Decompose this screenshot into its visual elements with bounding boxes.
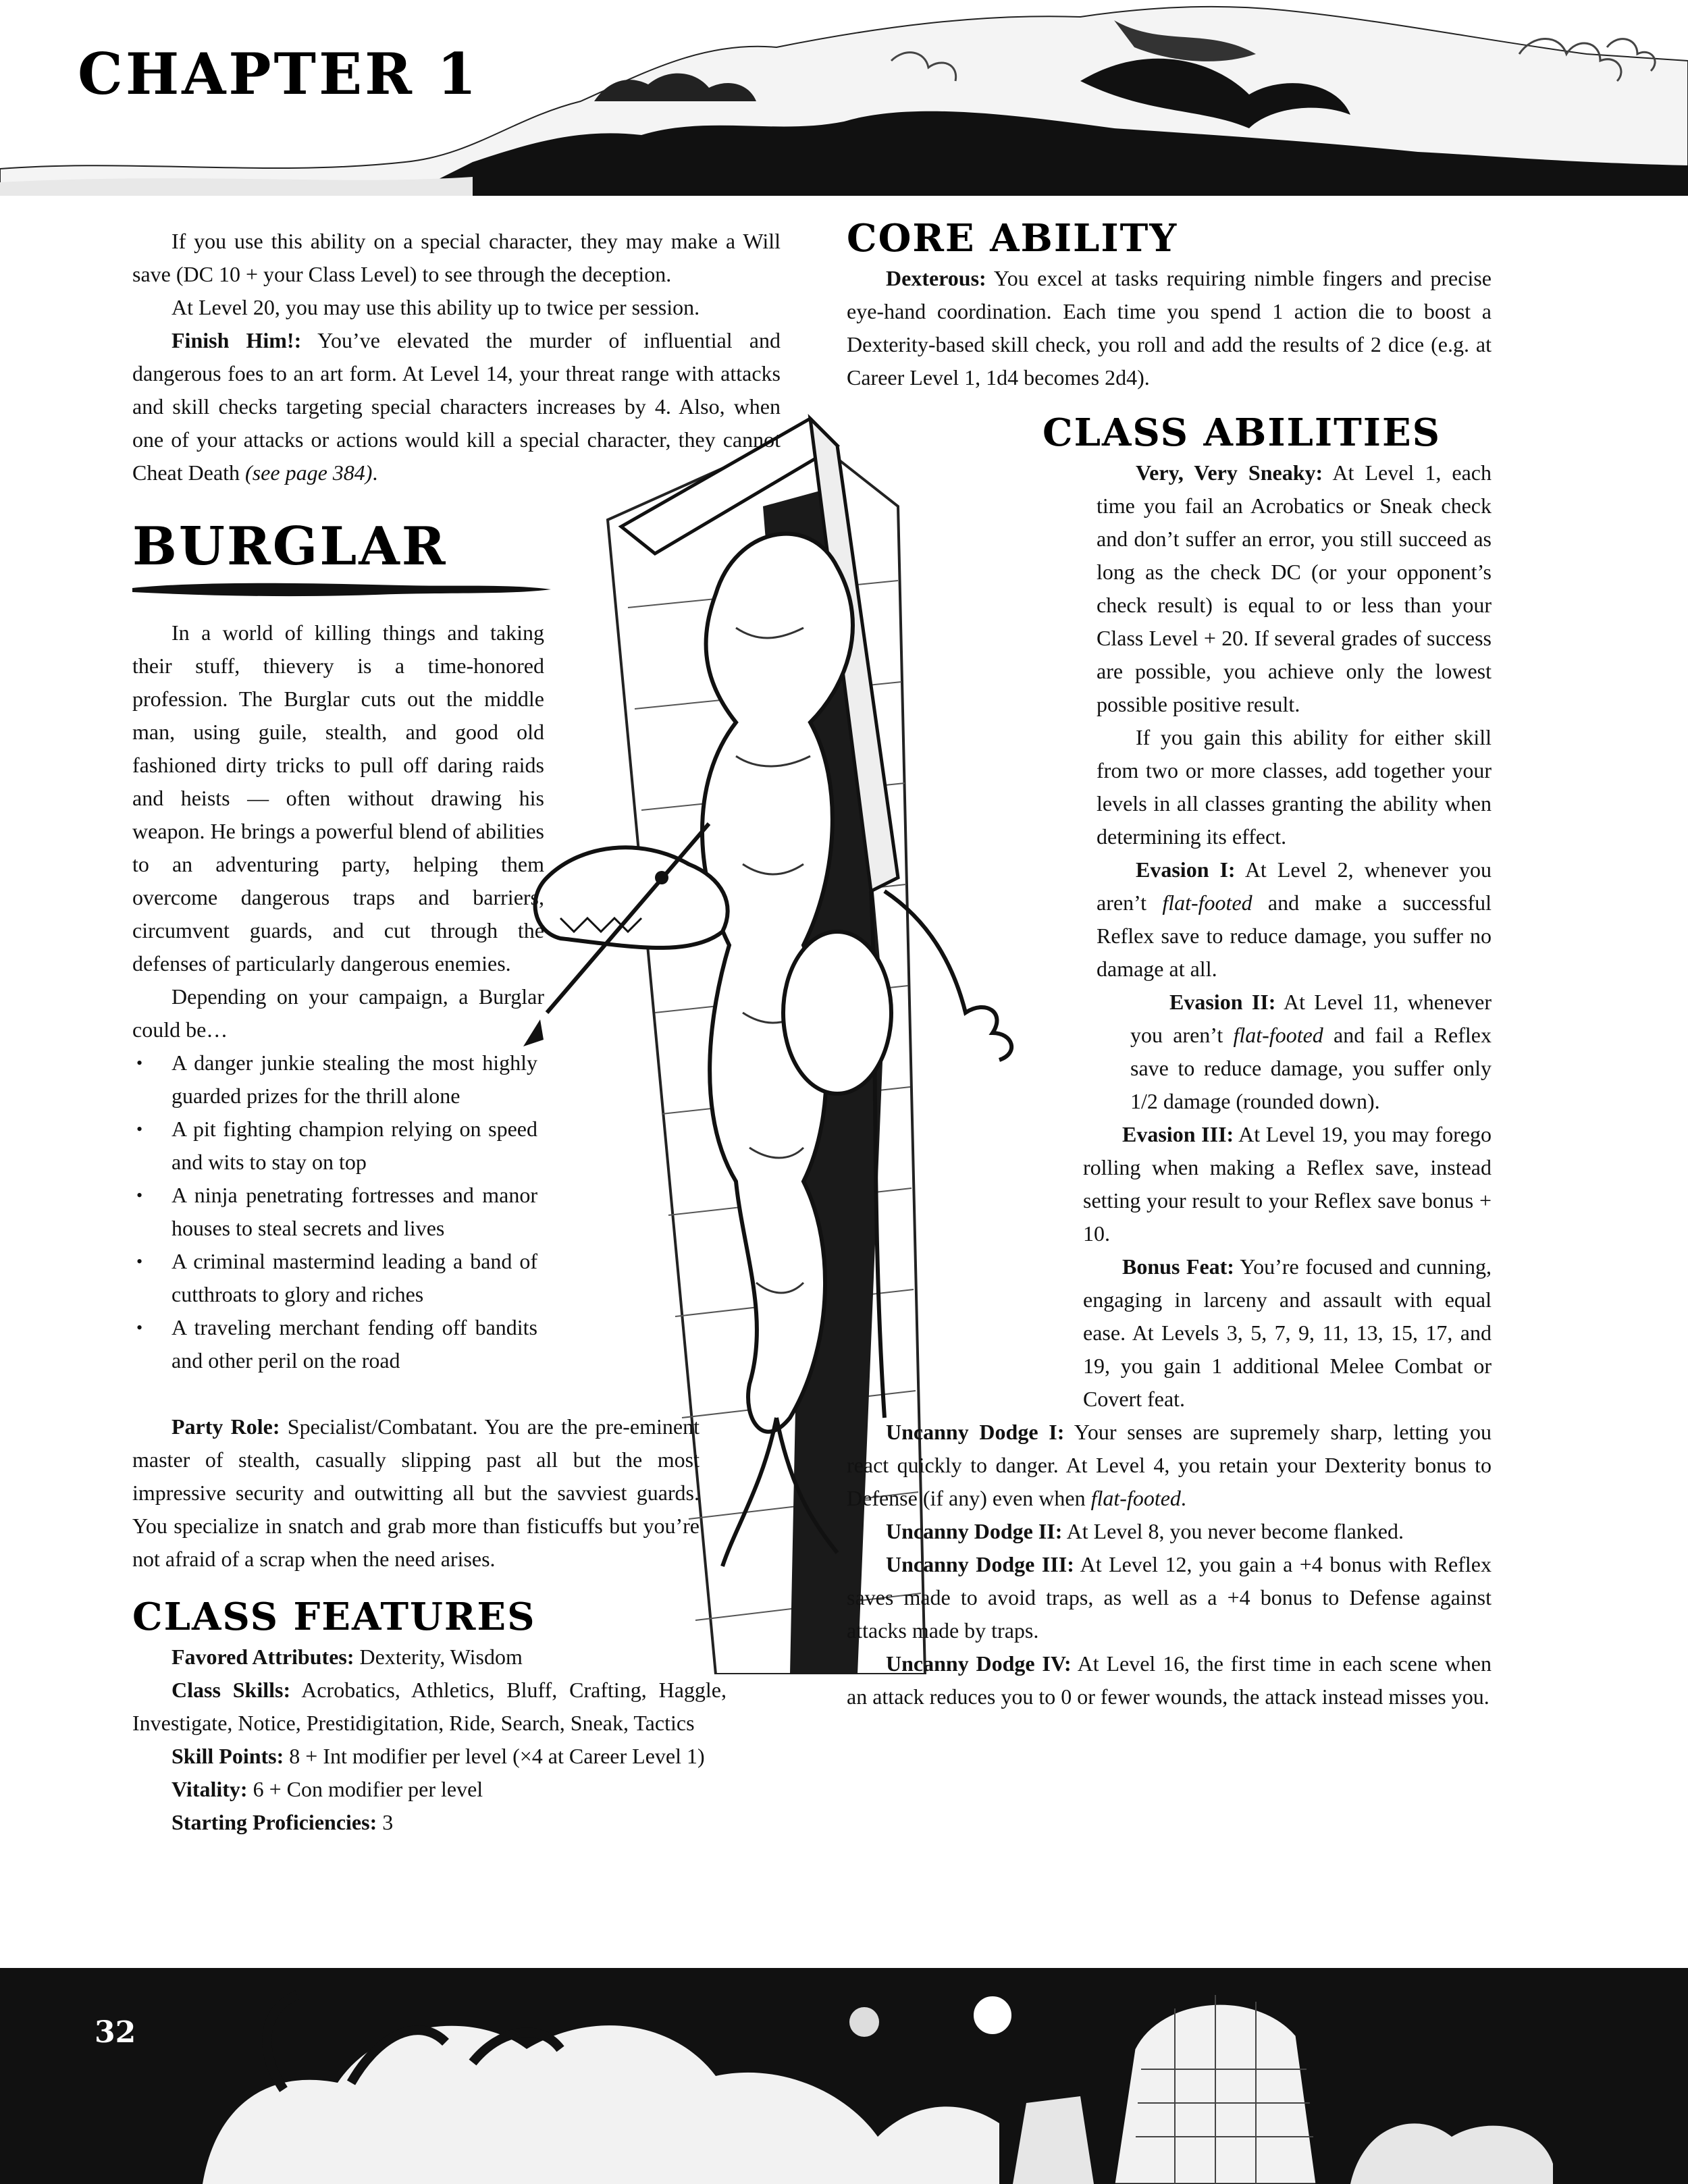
dexterous-label: Dexterous: xyxy=(886,266,986,290)
party-role-paragraph xyxy=(132,1410,700,1576)
ability-label: Uncanny Dodge IV: xyxy=(886,1651,1072,1676)
ability-emphasis: flat-footed xyxy=(1162,890,1252,915)
finish-him-text: You’ve elevated the murder of influential and dangerous foes to an art form. At Level 14, your threat range with attacks and skill checks targeting special characters increases by 4. Also, when one of your attacks or actions would kill a special character, they cannot Cheat Death xyxy=(132,328,781,485)
feature-value: 6 + Con modifier per level xyxy=(247,1777,483,1801)
uncanny-dodge-2-paragraph xyxy=(847,1515,1492,1548)
class-features-heading: CLASS FEATURES xyxy=(132,1595,536,1639)
intro-paragraph: At Level 20, you may use this ability up to twice per session. xyxy=(172,295,700,319)
ability-label: Bonus Feat: xyxy=(1122,1254,1234,1279)
feature-vitality xyxy=(132,1773,727,1806)
page-reference: (see page 384) xyxy=(245,460,373,485)
ability-label: Very, Very Sneaky: xyxy=(1136,460,1323,485)
page-number: 32 xyxy=(95,2015,136,2050)
party-role-label: Party Role: xyxy=(172,1414,280,1439)
ability-label: Uncanny Dodge III: xyxy=(886,1552,1074,1576)
chapter-heading: CHAPTER 1 xyxy=(78,41,479,107)
bonus-feat-paragraph xyxy=(1083,1250,1492,1416)
evasion-1-paragraph xyxy=(1097,853,1492,986)
finish-him-label: Finish Him!: xyxy=(172,328,302,352)
ability-label: Evasion III: xyxy=(1122,1122,1234,1146)
ability-text: At Level 1, each time you fail an Acrobatics or Sneak check and don’t suffer an error, you still succeed as long as the check DC (or your opponent’s check result) is equal to or less than your Class Level + 20. If several grades of success are possible, you achieve only the lowest possible positive result. xyxy=(1097,460,1492,716)
feature-label: Class Skills: xyxy=(172,1678,291,1702)
ability-text: You’re focused and cunning, engaging in larceny and assault with equal ease. At Levels 3, 5, 7, 9, 11, 13, 15, 17, and 19, you gain 1 additional Melee Combat or Covert feat. xyxy=(1083,1254,1492,1411)
feature-label: Starting Proficiencies: xyxy=(172,1810,377,1834)
ability-text: At Level 2, whenever you aren’t xyxy=(1097,857,1492,915)
burglar-heading: BURGLAR xyxy=(132,516,448,577)
right-column xyxy=(847,215,1492,1713)
list-item: • A pit fighting champion relying on speed and wits to stay on top xyxy=(132,1113,537,1179)
ability-text: Your senses are supremely sharp, letting you react quickly to danger. At Level 4, you retain your Dexterity bonus to Defense (if any) even when xyxy=(847,1420,1492,1510)
evasion-3-paragraph xyxy=(1083,1118,1492,1250)
finish-him-end: . xyxy=(372,460,378,485)
very-sneaky-note: If you gain this ability for either skill from two or more classes, add together your levels in all classes granting the ability when determining its effect. xyxy=(1097,725,1492,849)
uncanny-dodge-1-paragraph xyxy=(847,1416,1492,1515)
campaign-intro: Depending on your campaign, a Burglar could be… xyxy=(132,984,544,1042)
ability-text: At Level 16, the first time in each scene when an attack reduces you to 0 or fewer wounds, the attack instead misses you. xyxy=(847,1651,1492,1709)
intro-paragraph: If you use this ability on a special character, they may make a Will save (DC 10 + your Class Level) to see through the deception. xyxy=(132,229,781,286)
evasion-2-paragraph xyxy=(1130,986,1492,1118)
feature-value: 8 + Int modifier per level (×4 at Career Level 1) xyxy=(284,1744,705,1768)
ability-text: . xyxy=(1180,1486,1186,1510)
uncanny-dodge-3-paragraph xyxy=(847,1548,1492,1647)
very-sneaky-paragraph xyxy=(1097,456,1492,721)
footer-battle-illustration xyxy=(0,1968,1688,2184)
feature-label: Vitality: xyxy=(172,1777,248,1801)
core-ability-heading: CORE ABILITY xyxy=(847,216,1178,261)
feature-label: Favored Attributes: xyxy=(172,1645,354,1669)
feature-skill-points xyxy=(132,1740,727,1773)
feature-value: 3 xyxy=(377,1810,394,1834)
feature-value: Dexterity, Wisdom xyxy=(354,1645,523,1669)
ability-label: Evasion I: xyxy=(1136,857,1236,882)
feature-class-skills xyxy=(132,1674,727,1740)
feature-label: Skill Points: xyxy=(172,1744,284,1768)
party-role-text: Specialist/Combatant. You are the pre-eminent master of stealth, casually slipping past all but the most impressive security and outwitting all but the savviest guards. You specialize in snatch and grab more than fisticuffs but you’re not afraid of a scrap when the need arises. xyxy=(132,1414,700,1571)
ability-text: At Level 11, whenever you aren’t xyxy=(1130,990,1492,1047)
ability-text: and fail a Reflex save to reduce damage, you suffer only 1/2 damage (rounded down). xyxy=(1130,1023,1492,1113)
finish-him-paragraph xyxy=(132,324,781,489)
list-item: • A criminal mastermind leading a band of cutthroats to glory and riches xyxy=(132,1245,537,1311)
list-item: • A danger junkie stealing the most highly guarded prizes for the thrill alone xyxy=(132,1046,537,1113)
uncanny-dodge-4-paragraph xyxy=(847,1647,1492,1713)
ability-label: Uncanny Dodge I: xyxy=(886,1420,1065,1444)
ability-text: At Level 8, you never become flanked. xyxy=(1062,1519,1404,1543)
ability-text: At Level 19, you may forego rolling when making a Reflex save, instead setting your result to your Reflex save bonus + 10. xyxy=(1083,1122,1492,1246)
dexterous-paragraph xyxy=(847,262,1492,394)
left-column xyxy=(132,225,781,1839)
burglar-intro-paragraph: In a world of killing things and taking their stuff, thievery is a time-honored profession. The Burglar cuts out the middle man, using guile, stealth, and good old fashioned dirty tricks to pull off daring raids and heists — often without drawing his weapon. He brings a powerful blend of abilities to an adventuring party, helping them overcome dangerous traps and barriers, circumvent guards, and cut through the defenses of particularly dangerous enemies. xyxy=(132,620,544,976)
list-item: • A traveling merchant fending off bandits and other peril on the road xyxy=(132,1311,537,1377)
ability-text: and make a successful Reflex save to reduce damage, you suffer no damage at all. xyxy=(1097,890,1492,981)
dexterous-text: You excel at tasks requiring nimble fingers and precise eye-hand coordination. Each time you spend 1 action die to boost a Dexterity-based skill check, you roll and add the results of 2 dice (e.g. at Career Level 1, 1d4 becomes 2d4). xyxy=(847,266,1492,390)
heading-brush-underline xyxy=(132,580,551,599)
ability-label: Uncanny Dodge II: xyxy=(886,1519,1063,1543)
ability-emphasis: flat-footed xyxy=(1233,1023,1323,1047)
feature-favored-attributes xyxy=(132,1641,727,1674)
ability-emphasis: flat-footed xyxy=(1090,1486,1181,1510)
ability-label: Evasion II: xyxy=(1169,990,1276,1014)
feature-starting-proficiencies xyxy=(132,1806,727,1839)
campaign-list xyxy=(132,1046,537,1377)
list-item: • A ninja penetrating fortresses and manor houses to steal secrets and lives xyxy=(132,1179,537,1245)
ability-text: At Level 12, you gain a +4 bonus with Reflex saves made to avoid traps, as well as a +4 bonus to Defense against attacks made by traps. xyxy=(847,1552,1492,1643)
feature-value: Acrobatics, Athletics, Bluff, Crafting, Haggle, Investigate, Notice, Prestidigitation, Ride, Search, Sneak, Tactics xyxy=(132,1678,727,1735)
class-abilities-heading: CLASS ABILITIES xyxy=(1043,410,1442,455)
